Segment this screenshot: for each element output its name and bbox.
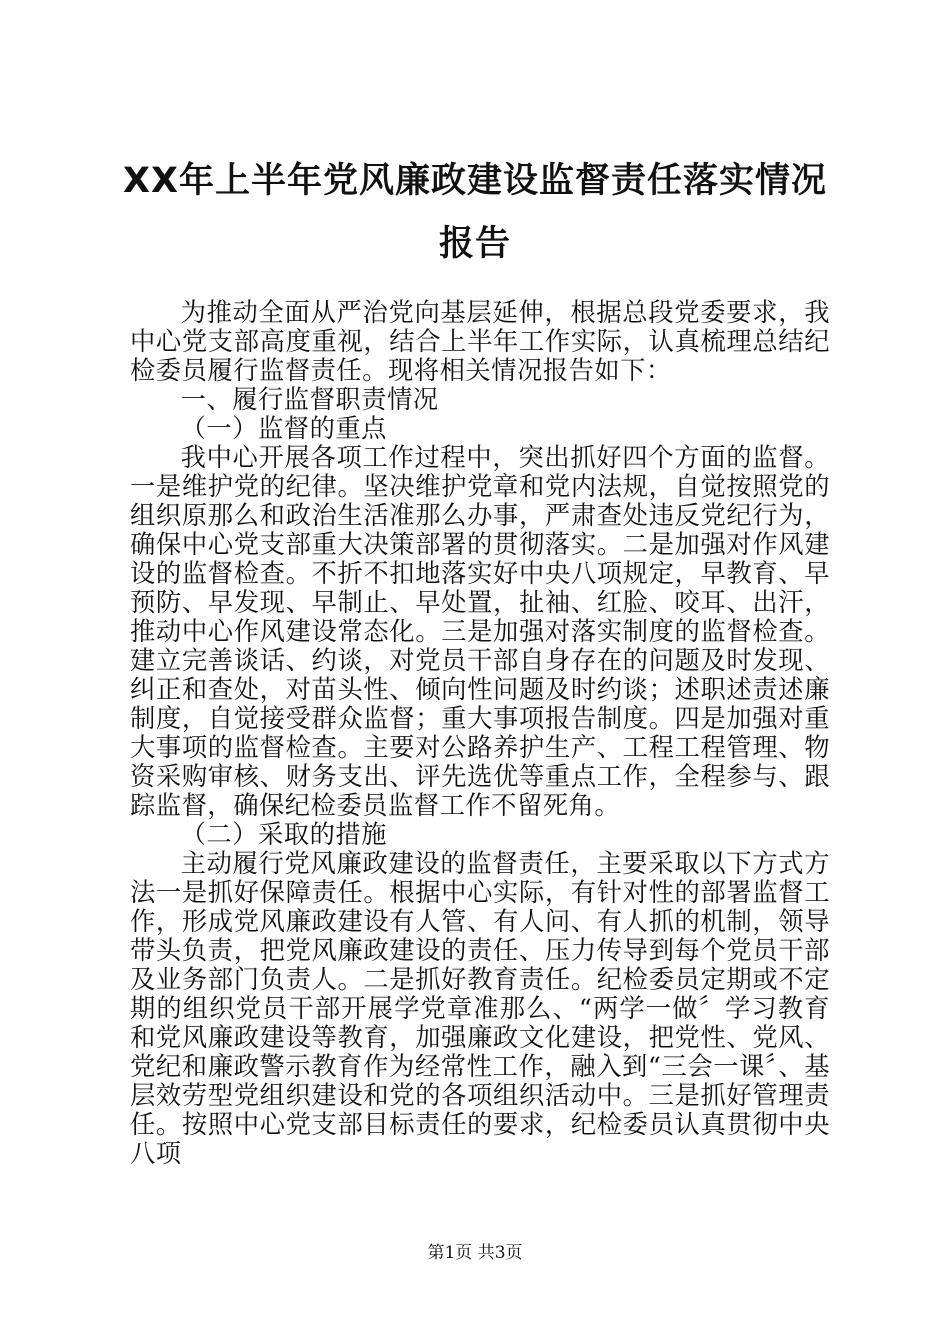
body-paragraph: 我中心开展各项工作过程中，突出抓好四个方面的监督。一是维护党的纪律。坚决维护党章和党内法规，自觉按照党的组织原那么和政治生活准那么办事，严肃查处违反党纪行为，确保中心党支部重大决策部署的贯彻落实。二是加强对作风建设的监督检查。不折不扣地落实好中央八项规定，早教育、早预防、早发现、早制止、早处置，扯袖、红脸、咬耳、出汗，推动中心作风建设常态化。三是加强对落实制度的监督检查。建立完善谈话、约谈，对党员干部自身存在的问题及时发现、纠正和查处，对苗头性、倾向性问题及时约谈；述职述责述廉制度，自觉接受群众监督；重大事项报告制度。四是加强对重大事项的监督检查。主要对公路养护生产、工程工程管理、物资采购审核、财务支出、评先选优等重点工作，全程参与、跟踪监督，确保纪检委员监督工作不留死角。 [130,443,830,820]
document-title-line-1: XX年上半年党风廉政建设监督责任落实情况 [123,161,827,201]
document-body [130,298,830,1168]
body-paragraph: 主动履行党风廉政建设的监督责任，主要采取以下方式方法一是抓好保障责任。根据中心实际，有针对性的部署监督工作，形成党风廉政建设有人管、有人问、有人抓的机制，领导带头负责，把党风廉政建设的责任、压力传导到每个党员干部及业务部门负责人。二是抓好教育责任。纪检委员定期或不定期的组织党员干部开展学党章准那么、“两学一做〞学习教育和党风廉政建设等教育，加强廉政文化建设，把党性、党风、党纪和廉政警示教育作为经常性工作，融入到“三会一课〞、基层效劳型党组织建设和党的各项组织活动中。三是抓好管理责任。按照中心党支部目标责任的要求，纪检委员认真贯彻中央八项 [130,849,830,1168]
section-heading: 一、履行监督职责情况 [180,385,439,414]
intro-paragraph: 为推动全面从严治党向基层延伸，根据总段党委要求，我中心党支部高度重视，结合上半年工作实际，认真梳理总结纪检委员履行监督责任。现将相关情况报告如下： [130,298,830,385]
subsection-heading: （一）监督的重点 [180,414,387,443]
page-number: 第1页 共3页 [427,1243,523,1263]
subsection-heading: （二）采取的措施 [180,820,387,849]
document-title-line-2: 报告 [438,224,511,264]
